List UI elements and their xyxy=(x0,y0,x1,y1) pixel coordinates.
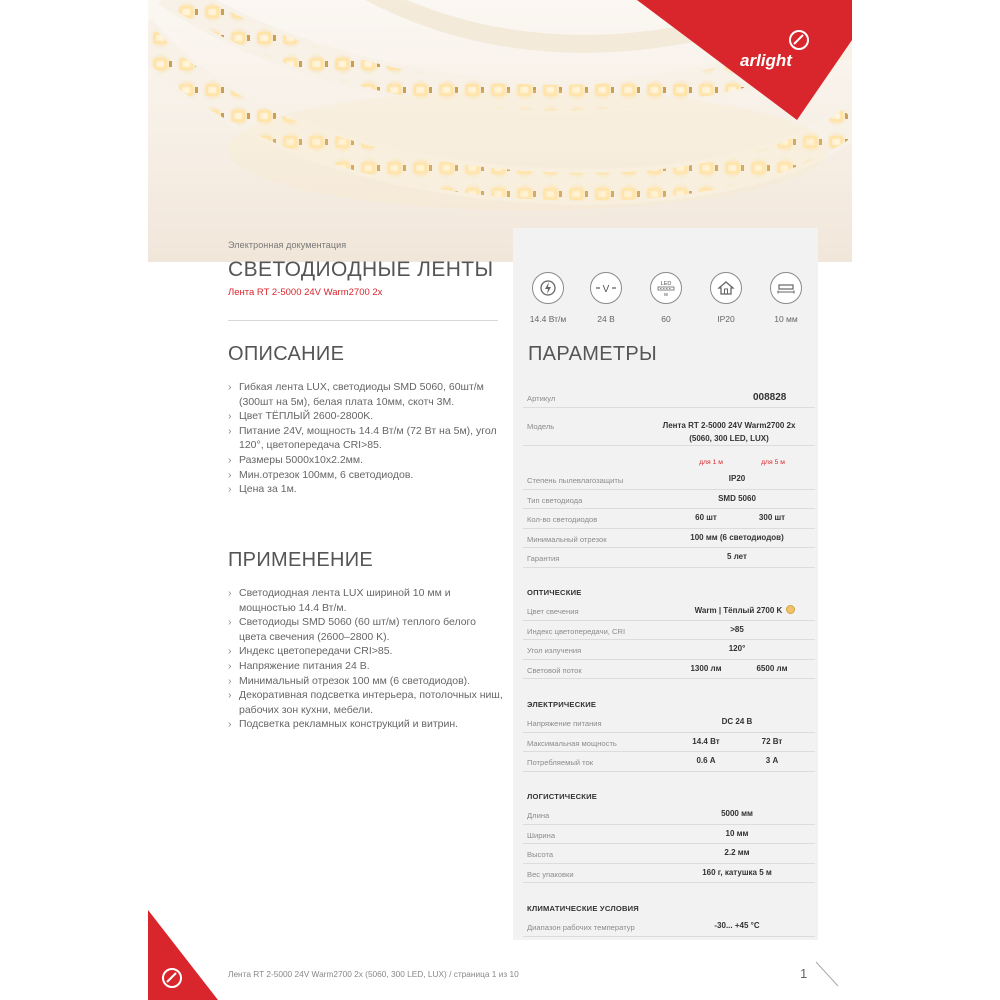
color-value: Warm | Тёплый 2700 K xyxy=(694,606,783,615)
table-row: Гарантия 5 лет xyxy=(523,548,815,568)
params-heading: ПАРАМЕТРЫ xyxy=(528,343,658,365)
feature-icons xyxy=(520,272,820,332)
list-item: › Размеры 5000x10x2.2мм. xyxy=(228,453,503,468)
list-item: › Светодиоды SMD 5060 (60 шт/м) теплого белого цвета свечения (2600–2800 K). xyxy=(228,615,503,644)
list-item: › Минимальный отрезок 100 мм (6 светодиодов). xyxy=(228,674,503,689)
feature-voltage: V 24 В xyxy=(581,272,631,324)
table-row: Световой поток 1300 лм 6500 лм xyxy=(523,660,815,680)
table-row: Диапазон рабочих температур -30... +45 °C xyxy=(523,917,815,937)
table-row: Максимальная мощность 14.4 Вт 72 Вт xyxy=(523,733,815,753)
table-row: Вес упаковки 160 г, катушка 5 м xyxy=(523,864,815,884)
feature-width: 10 мм xyxy=(761,272,811,324)
table-row: Цвет свечения Warm | Тёплый 2700 K xyxy=(523,601,815,621)
table-row: Артикул 008828 xyxy=(523,388,815,408)
list-item: › Подсветка рекламных конструкций и витрин. xyxy=(228,717,503,732)
list-item: › Цвет ТЁПЛЫЙ 2600-2800K. xyxy=(228,409,503,424)
footer-brand-corner xyxy=(148,910,218,1000)
list-item: › Напряжение питания 24 В. xyxy=(228,659,503,674)
table-row: Напряжение питания DC 24 В xyxy=(523,713,815,733)
column-header-5m: для 5 м xyxy=(761,459,785,466)
table-row: Минимальный отрезок 100 мм (6 светодиодов) xyxy=(523,529,815,549)
list-item: › Питание 24V, мощность 14.4 Вт/м (72 Вт на 5м), угол 120°, цветопередача CRI>85. xyxy=(228,424,503,453)
table-row: Степень пылевлагозащиты IP20 xyxy=(523,470,815,490)
description-list xyxy=(228,380,503,497)
brand-name: arlight xyxy=(740,51,792,70)
page-corner-mark xyxy=(812,960,842,990)
table-row: Длина 5000 мм xyxy=(523,805,815,825)
doc-kicker: Электронная документация xyxy=(228,240,347,250)
divider xyxy=(228,320,498,321)
application-heading: ПРИМЕНЕНИЕ xyxy=(228,549,374,571)
table-row: Индекс цветопередачи, CRI >85 xyxy=(523,621,815,641)
list-item: › Мин.отрезок 100мм, 6 светодиодов. xyxy=(228,468,503,483)
table-row: Тип светодиода SMD 5060 xyxy=(523,490,815,510)
feature-ip-rating: IP20 xyxy=(701,272,751,324)
table-row: Кол-во светодиодов 60 шт 300 шт xyxy=(523,509,815,529)
power-icon xyxy=(532,272,564,304)
table-row: Модель Лента RT 2-5000 24V Warm2700 2x (5060, 300 LED, LUX) xyxy=(523,408,815,446)
feature-led-density: LED м 60 xyxy=(641,272,691,324)
width-icon xyxy=(770,272,802,304)
footer-text: Лента RT 2-5000 24V Warm2700 2x (5060, 300 LED, LUX) / страница 1 из 10 xyxy=(228,969,519,979)
table-row: Высота 2.2 мм xyxy=(523,844,815,864)
feature-power: 14.4 Вт/м xyxy=(523,272,573,324)
table-row: Потребляемый ток 0.6 А 3 А xyxy=(523,752,815,772)
climate-heading: КЛИМАТИЧЕСКИЕ УСЛОВИЯ xyxy=(527,904,639,913)
list-item: › Индекс цветопередачи CRI>85. xyxy=(228,644,503,659)
table-row: Ширина 10 мм xyxy=(523,825,815,845)
product-subtitle: Лента RT 2-5000 24V Warm2700 2x xyxy=(228,287,383,298)
list-item: › Гибкая лента LUX, светодиоды SMD 5060, 60шт/м (300шт на 5м), белая плата 10мм, скотч 3М. xyxy=(228,380,503,409)
description-heading: ОПИСАНИЕ xyxy=(228,343,345,365)
ip-rating-icon xyxy=(710,272,742,304)
warm-color-swatch-icon xyxy=(786,605,795,614)
page-number: 1 xyxy=(800,966,808,981)
table-row: Угол излучения 120° xyxy=(523,640,815,660)
svg-text:LED: LED xyxy=(660,281,672,287)
svg-text:V: V xyxy=(602,284,610,294)
list-item: › Цена за 1м. xyxy=(228,482,503,497)
svg-text:м: м xyxy=(664,292,668,297)
column-header-1m: для 1 м xyxy=(699,459,723,466)
electrical-heading: ЭЛЕКТРИЧЕСКИЕ xyxy=(527,700,597,709)
list-item: › Светодиодная лента LUX шириной 10 мм и мощностью 14.4 Вт/м. xyxy=(228,586,503,615)
application-list xyxy=(228,586,503,732)
brand-corner xyxy=(637,0,852,120)
optical-heading: ОПТИЧЕСКИЕ xyxy=(527,588,582,597)
led-density-icon xyxy=(650,272,682,304)
list-item: › Декоративная подсветка интерьера, потолочных ниш, рабочих зон кухни, мебели. xyxy=(228,688,503,717)
page-title: СВЕТОДИОДНЫЕ ЛЕНТЫ xyxy=(228,258,494,281)
logistic-heading: ЛОГИСТИЧЕСКИЕ xyxy=(527,792,598,801)
voltage-icon xyxy=(590,272,622,304)
